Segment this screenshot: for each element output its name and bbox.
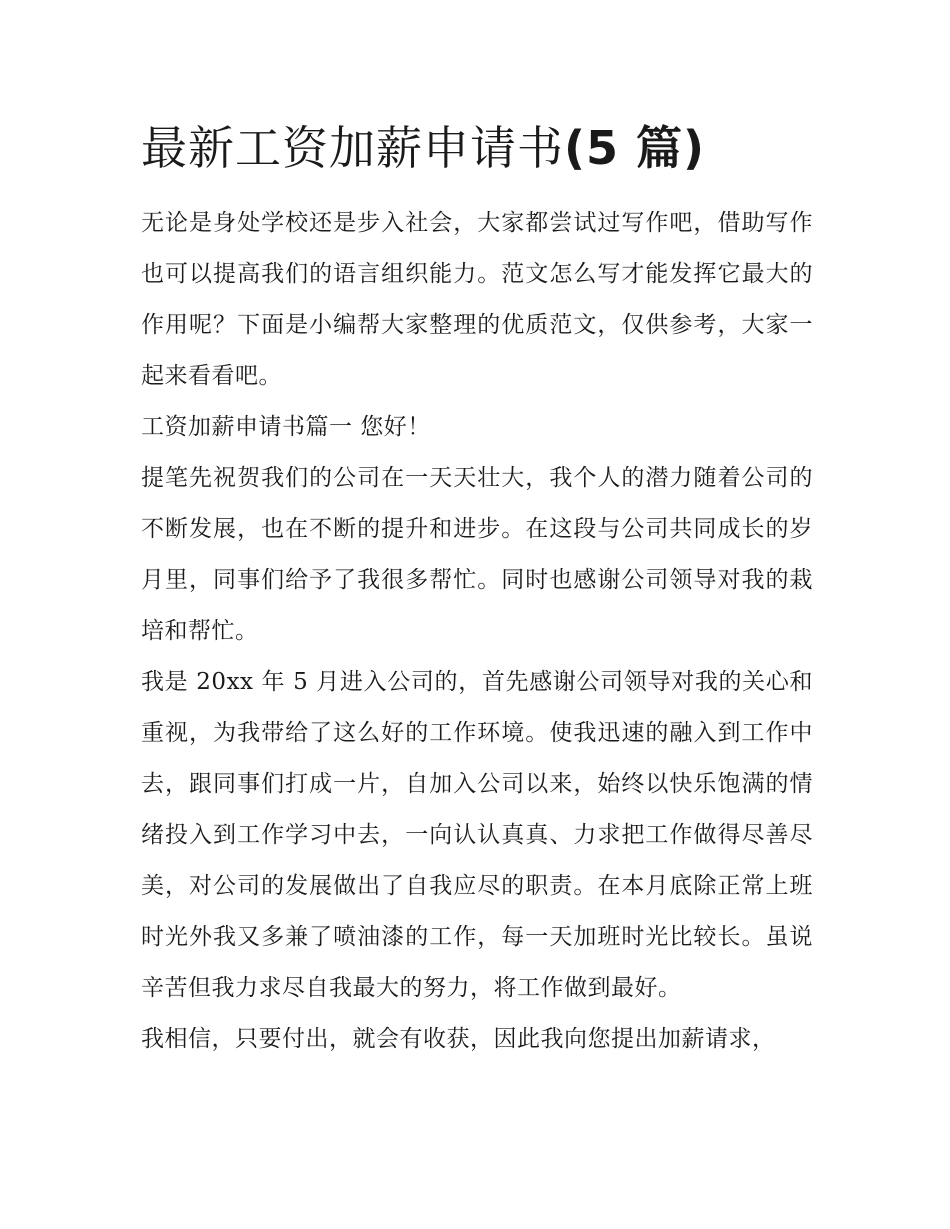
- paragraph-work-history: 我是 20xx 年 5 月进入公司的，首先感谢公司领导对我的关心和重视，为我带给了这么好的工作环境。使我迅速的融入到工作中去，跟同事们打成一片，自加入公司以来，始终以快乐饱满的情绪投入到工作学习中去，一向认认真真、力求把工作做得尽善尽美，对公司的发展做出了自我应尽的职责。在本月底除正常上班时光外我又多兼了喷油漆的工作，每一天加班时光比较长。虽说辛苦但我力求尽自我最大的努力，将工作做到最好。: [141, 669, 813, 1001]
- document-body: [141, 112, 813, 1065]
- paragraph-request: 我相信，只要付出，就会有收获，因此我向您提出加薪请求，: [141, 1026, 776, 1052]
- title-text: 最新工资加薪申请书: [141, 121, 564, 175]
- paragraph-greeting: 提笔先祝贺我们的公司在一天天壮大，我个人的潜力随着公司的不断发展，也在不断的提升和进步。在这段与公司共同成长的岁月里，同事们给予了我很多帮忙。同时也感谢公司领导对我的栽培和帮忙。: [141, 465, 813, 644]
- document-title: [141, 112, 813, 184]
- paragraph-section-heading: 工资加薪申请书篇一 您好！: [141, 414, 431, 440]
- paragraph-intro: 无论是身处学校还是步入社会，大家都尝试过写作吧，借助写作也可以提高我们的语言组织能力。范文怎么写才能发挥它最大的作用呢？下面是小编帮大家整理的优质范文，仅供参考，大家一起来看看吧。: [141, 210, 813, 389]
- title-count: (5 篇): [564, 121, 706, 175]
